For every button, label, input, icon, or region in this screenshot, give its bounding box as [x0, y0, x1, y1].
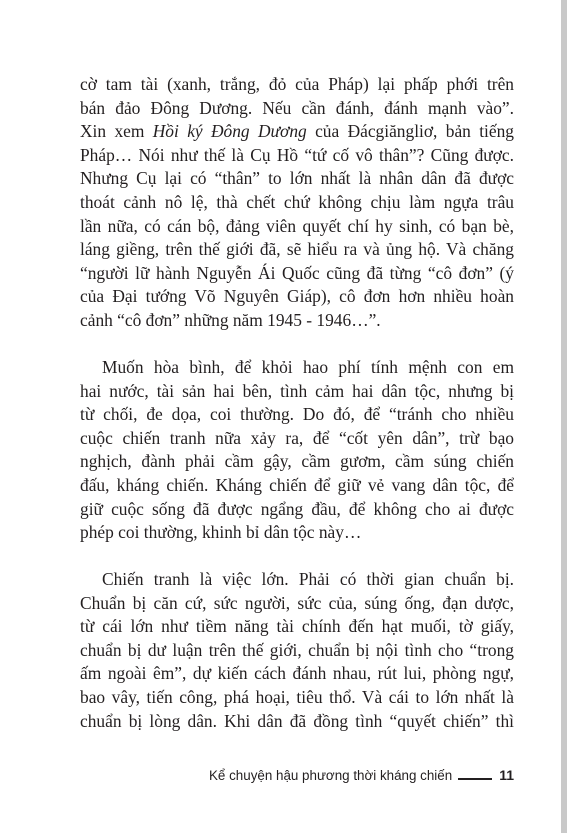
text-line: từ cái lớn như tiềm năng tài chính đến hạt muối, tờ giấy,: [80, 616, 514, 637]
text-line: hai nước, tài sản hai bên, tình cảm hai dân tộc, nhưng bị: [80, 380, 514, 401]
text-line: Chuẩn bị căn cứ, sức người, sức của, súng ống, đạn dược,: [80, 592, 514, 613]
running-title: Kể chuyện hậu phương thời kháng chiến: [209, 767, 453, 783]
text-line: cuộc chiến tranh nữa xảy ra, để “cốt yên dân”, trừ bạo: [80, 427, 514, 448]
text-line: từ chối, đe dọa, coi thường. Do đó, để “tránh cho nhiều: [80, 404, 514, 425]
text-line: chuẩn bị lòng dân. Khi dân đã đồng tình “quyết chiến” thì: [80, 710, 514, 731]
text-line: cảnh “cô đơn” những năm 1945 - 1946…”.: [80, 309, 381, 330]
text-line: giữ cuộc sống đã được ngẩng đầu, để không cho ai được: [80, 498, 514, 519]
text-line: phép coi thường, khinh bỉ dân tộc này…: [80, 522, 362, 543]
page-edge: [561, 0, 567, 833]
text-run: của Đácgiăngliơ, bản tiếng: [306, 121, 514, 142]
text-line: Nhưng Cụ lại có “thân” to lớn nhất là nhân dân đã được: [80, 168, 514, 189]
text-line: của Đại tướng Võ Nguyên Giáp), cô đơn hơn nhiều hoàn: [80, 286, 514, 307]
text-line: Muốn hòa bình, để khỏi hao phí tính mệnh con em: [102, 357, 514, 377]
text-line: [80, 120, 514, 144]
text-line: bán đảo Đông Dương. Nếu cần đánh, đánh mạnh vào”.: [80, 97, 514, 118]
page-number: 11: [499, 767, 514, 783]
paragraph-3: [80, 568, 514, 733]
book-title: Hồi ký Đông Dương: [152, 121, 307, 142]
text-line: Pháp… Nói như thế là Cụ Hồ “tứ cố vô thân”? Cũng được.: [80, 144, 514, 165]
text-line: thoát cảnh nô lệ, thà chết chứ không chịu làm ngựa trâu: [80, 191, 514, 212]
paragraph-2: [80, 356, 514, 545]
text-line: nghịch, đành phải cầm gậy, cầm gươm, cầm súng chiến: [80, 451, 514, 472]
text-run: Xin xem: [80, 121, 153, 142]
text-line: chuẩn bị dư luận trên thế giới, chuẩn bị nội tình cho “trong: [80, 639, 514, 660]
text-line: đấu, kháng chiến. Kháng chiến để giữ vẻ vang dân tộc, để: [80, 474, 514, 495]
footer-rule: [458, 778, 492, 780]
text-line: ấm ngoài êm”, dự kiến cách đánh nhau, rút lui, phòng ngự,: [80, 663, 514, 684]
text-line: bao vây, tiến công, phá hoại, tiêu thổ. Và cái to lớn nhất là: [80, 686, 514, 707]
text-line: Chiến tranh là việc lớn. Phải có thời gian chuẩn bị.: [102, 569, 514, 589]
text-line: láng giềng, trên thế giới đã, sẽ hiểu ra và ủng hộ. Và chăng: [80, 239, 514, 260]
paragraph-1: [80, 73, 514, 333]
text-line: cờ tam tài (xanh, trắng, đỏ của Pháp) lại phấp phới trên: [80, 74, 514, 94]
text-line: “người lữ hành Nguyễn Ái Quốc cũng đã từng “cô đơn” (ý: [80, 262, 514, 283]
page-footer: [200, 764, 514, 786]
text-line: lần nữa, có cán bộ, đảng viên quyết chí hy sinh, có bạn bè,: [80, 215, 514, 236]
